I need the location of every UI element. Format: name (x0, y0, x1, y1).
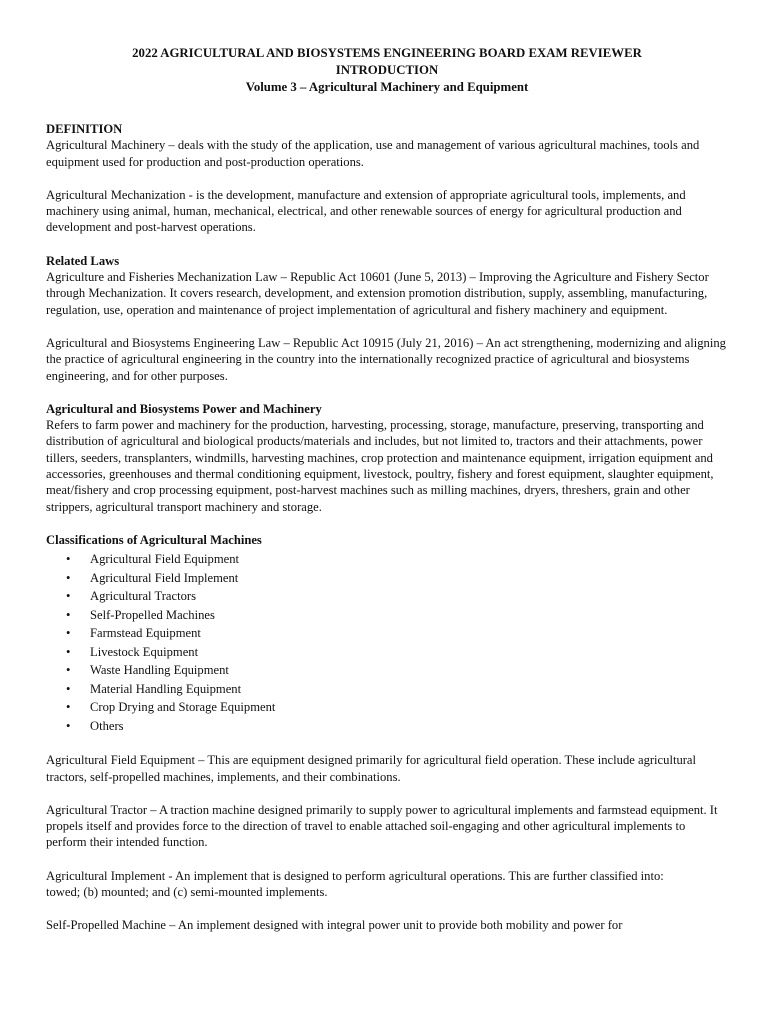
list-item-label: Self-Propelled Machines (90, 607, 215, 622)
list-item (66, 643, 728, 662)
implement-paragraph: Agricultural Implement - An implement that is designed to perform agricultural operations. This are further classified into: (46, 868, 664, 883)
list-item (66, 587, 728, 606)
list-item (66, 550, 728, 569)
bullet-icon: • (66, 570, 71, 585)
bullet-icon: • (66, 718, 71, 733)
list-item-label: Material Handling Equipment (90, 681, 242, 696)
list-item-label: Farmstead Equipment (90, 626, 201, 641)
classifications-list (46, 550, 728, 735)
list-item (66, 606, 728, 625)
bullet-icon: • (66, 700, 71, 715)
list-item (66, 624, 728, 643)
power-machinery-paragraph: Refers to farm power and machinery for the production, harvesting, processing, storage, manufacture, preserving, transporting and distribution of agricultural and biological products/materials and includes, but not limited to, tractors and their attachments, power tillers, seeders, transplanters, windmills, harvesting machines, crop protection and maintenance equipment, irrigation equipment and accessories, greenhouses and thermal conditioning equipment, livestock, poultry, fishery and forest equipment, slaughter equipment, meat/fishery and crop processing equipment, post-harvest machines such as milling machines, dryers, threshers, grain and other strippers, agricultural transport machinery and storage. (46, 418, 714, 514)
list-item-label: Others (90, 718, 124, 733)
definition-machinery-paragraph: Agricultural Machinery – deals with the study of the application, use and management of various agricultural machines, tools and equipment used for production and post-production operations. (46, 138, 700, 169)
bullet-icon: • (66, 607, 71, 622)
implement-types-line: towed; (b) mounted; and (c) semi-mounted implements. (46, 885, 328, 900)
list-item-label: Agricultural Field Implement (90, 570, 239, 585)
list-item (66, 717, 728, 736)
power-machinery-heading: Agricultural and Biosystems Power and Machinery (46, 401, 322, 416)
bullet-icon: • (66, 589, 71, 604)
list-item (66, 680, 728, 699)
bullet-icon: • (66, 681, 71, 696)
bullet-icon: • (66, 626, 71, 641)
header-title: 2022 AGRICULTURAL AND BIOSYSTEMS ENGINEERING BOARD EXAM REVIEWER (132, 46, 642, 60)
header-volume: Volume 3 – Agricultural Machinery and Equipment (245, 80, 529, 94)
definition-mechanization-paragraph: Agricultural Mechanization - is the development, manufacture and extension of appropriate agricultural tools, implements, and machinery using animal, human, mechanical, electrical, and other renewable sources of energy for agricultural production and development and post-harvest operations. (46, 187, 686, 235)
list-item-label: Livestock Equipment (90, 644, 199, 659)
bullet-icon: • (66, 552, 71, 567)
list-item-label: Agricultural Tractors (90, 589, 196, 604)
document-header (46, 45, 728, 96)
law-ra10601-paragraph: Agriculture and Fisheries Mechanization Law – Republic Act 10601 (June 5, 2013) – Improving the Agriculture and Fishery Sector through Mechanization. It covers research, development, and extension promotion distribution, supply, assembling, manufacturing, regulation, use, operation and maintenance of project implementation of agricultural and fishery machinery and equipment. (46, 270, 709, 317)
self-propelled-paragraph: Self-Propelled Machine – An implement designed with integral power unit to provide both mobility and power for (46, 918, 623, 933)
list-item (66, 661, 728, 680)
list-item-label: Crop Drying and Storage Equipment (90, 700, 276, 715)
tractor-paragraph: Agricultural Tractor – A traction machine designed primarily to supply power to agricultural implements and farmstead equipment. It propels itself and provides force to the direction of travel to enable attached soil-engaging and other agricultural implements to perform their intended function. (46, 802, 718, 850)
classifications-heading: Classifications of Agricultural Machines (46, 532, 262, 547)
definition-heading: DEFINITION (46, 122, 123, 136)
list-item-label: Waste Handling Equipment (90, 663, 229, 678)
field-equipment-paragraph: Agricultural Field Equipment – This are equipment designed primarily for agricultural field operation. These include agricultural tractors, self-propelled machines, implements, and their combinations. (46, 753, 697, 784)
bullet-icon: • (66, 663, 71, 678)
bullet-icon: • (66, 644, 71, 659)
list-item-label: Agricultural Field Equipment (90, 552, 239, 567)
list-item (66, 569, 728, 588)
law-ra10915-paragraph: Agricultural and Biosystems Engineering Law – Republic Act 10915 (July 21, 2016) – An act strengthening, modernizing and aligning the practice of agricultural engineering in the country into the internationally recognized practice of agricultural and biosystems engineering, and for other purposes. (46, 335, 726, 383)
header-subtitle: INTRODUCTION (335, 63, 439, 77)
list-item (66, 698, 728, 717)
related-laws-heading: Related Laws (46, 253, 120, 268)
